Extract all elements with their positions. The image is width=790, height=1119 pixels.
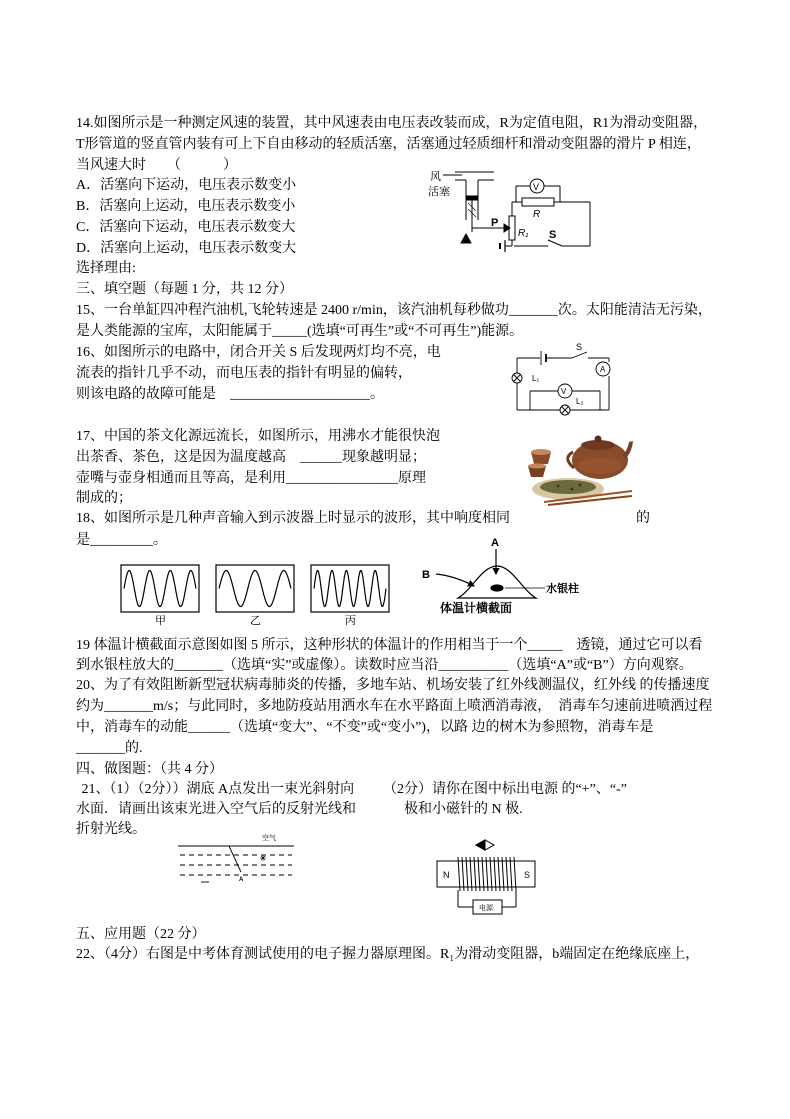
q16-line-1: 16、如图所示的电路中，闭合开关 S 后发现两灯均不亮，电 bbox=[76, 345, 441, 360]
q18-line-1: 18、如图所示是几种声音输入到示波器上时显示的波形，其中响度相同 的 bbox=[76, 511, 650, 526]
oscilloscope-waveforms-figure bbox=[121, 565, 389, 627]
q20-line-3: 中，消毒车的动能______（选填“变大”、“不变”或“变小”)，以路 边的树木为参照物，消毒车是 bbox=[76, 720, 654, 735]
coil-turn bbox=[462, 857, 464, 891]
section-4-title: 四、做图题：（共 4 分） bbox=[76, 762, 223, 777]
power-source-label: 电源 bbox=[479, 904, 493, 912]
q19-line-1: 19 体温计横截面示意图如图 5 所示，这种形状的体温计的作用相当于一个_____ 透镜，通过它可以看 bbox=[76, 638, 703, 653]
resistor-label: R bbox=[533, 209, 541, 220]
thermometer-cross-section-figure bbox=[422, 537, 579, 615]
lake-light-ray-figure bbox=[178, 833, 294, 883]
q19-line-2: 到水银柱放大的_______（选填“实”或虚像）。读数时应当沿__________（选填“A”或“B”）方向观察。 bbox=[76, 658, 693, 673]
coil-turn bbox=[458, 857, 460, 891]
q17-line-3: 壶嘴与壶身相通而且等高，是利用________________原理 bbox=[76, 471, 426, 486]
q20-line-4: _______的. bbox=[76, 741, 143, 756]
piston-label: 活塞 bbox=[428, 186, 450, 198]
q20-line-2: 约为_______m/s；与此同时，多地防疫站用洒水车在水平路面上喷洒消毒液， 消毒车匀速前进喷洒过程 bbox=[76, 699, 713, 714]
pivot-triangle bbox=[461, 234, 471, 243]
cross-section-caption: 体温计横截面 bbox=[440, 601, 513, 615]
coil-turn bbox=[502, 857, 504, 891]
lamp1-label: L₁ bbox=[532, 374, 540, 383]
coil-turn bbox=[510, 857, 512, 891]
solenoid-figure bbox=[437, 840, 535, 914]
fixed-resistor-r bbox=[522, 198, 554, 206]
coil-turn bbox=[470, 857, 472, 891]
rheostat-label: R₁ bbox=[518, 228, 529, 239]
waveform-label-bing: 丙 bbox=[345, 615, 356, 627]
waveform-bing bbox=[314, 571, 386, 607]
north-pole-label: N bbox=[443, 870, 450, 880]
q14-option-a: A．活塞向下运动，电压表示数变小 bbox=[76, 178, 297, 193]
coil-turn bbox=[466, 857, 468, 891]
wind-speed-device-figure bbox=[428, 170, 590, 252]
coil-turn bbox=[482, 857, 484, 891]
q14-option-c: C．活塞向下运动，电压表示数变大 bbox=[76, 220, 296, 235]
point-a-label: A bbox=[239, 877, 244, 883]
ammeter-label: A bbox=[600, 365, 606, 374]
q15-line-2: 是人类能源的宝库，太阳能属于_____(选填“可再生”或“不可再生”)能源。 bbox=[76, 324, 524, 339]
q20-line-1: 20、为了有效阻断新型冠状病毒肺炎的传播，多地车站、机场安装了红外线测温仪，红外线 的传播速度 bbox=[76, 678, 710, 693]
q14-stem-line-2: T形管道的竖直管内装有可上下自由移动的轻质活塞，活塞通过轻质细杆和滑动变阻器的滑片 P 相连， bbox=[76, 137, 701, 152]
q21-right-line-1: （2分）请你在图中标出电源 的“+”、“-” bbox=[383, 782, 627, 797]
lens-shape bbox=[458, 566, 536, 598]
coil-turn bbox=[490, 857, 492, 891]
waveform-label-jia: 甲 bbox=[155, 615, 166, 627]
q16-line-3: 则该电路的故障可能是 ____________________。 bbox=[76, 387, 384, 402]
wind-label: 风 bbox=[430, 171, 441, 183]
q16-line-2: 流表的指针几乎不动，而电压表的指针有明显的偏转， bbox=[76, 366, 412, 381]
coil-turn bbox=[494, 857, 496, 891]
south-pole-label: S bbox=[524, 870, 531, 880]
waveform-box-jia bbox=[121, 565, 199, 612]
coil-turn bbox=[506, 857, 508, 891]
q21-left-line-1: 21、（1）（2分））湖底 A点发出一束光斜射向 bbox=[78, 782, 355, 797]
coil-windings bbox=[458, 857, 516, 891]
q21-left-line-3: 折射光线。 bbox=[76, 822, 146, 837]
slider-label: P bbox=[491, 217, 499, 229]
switch-label: S bbox=[549, 229, 557, 241]
direction-a-label: A bbox=[491, 537, 499, 549]
mercury-column bbox=[491, 585, 503, 591]
q22-line-1: 22、（4分）右图是中考体育测试使用的电子握力器原理图。R₁为滑动变阻器，b端固定在绝缘底座上， bbox=[76, 947, 700, 962]
q14-stem-line-3: 当风速大时 （ ） bbox=[76, 158, 237, 173]
direction-b-arrow bbox=[436, 574, 474, 586]
direction-b-label: B bbox=[422, 569, 430, 581]
coil-turn bbox=[474, 857, 476, 891]
coil-turn bbox=[478, 857, 480, 891]
coil-turn bbox=[486, 857, 488, 891]
switch-s bbox=[572, 352, 587, 358]
q21-left-line-2: 水面．请画出该束光进入空气后的反射光线和 bbox=[76, 802, 356, 817]
waveform-yi bbox=[219, 571, 291, 607]
light-ray bbox=[229, 846, 241, 872]
q18-line-2: 是_________。 bbox=[76, 533, 167, 548]
mercury-label: 水银柱 bbox=[546, 583, 579, 595]
voltmeter-label: V bbox=[533, 182, 540, 192]
q14-stem-line-1: 14.如图所示是一种测定风速的装置，其中风速表由电压表改装而成，R为定值电阻，R1为滑动变阻器， bbox=[76, 116, 708, 131]
tea-set-illustration bbox=[528, 436, 633, 506]
coil-turn bbox=[498, 857, 500, 891]
fault-circuit-figure bbox=[512, 342, 610, 415]
q17-line-1: 17、中国的茶文化源远流长，如图所示，用沸水才能很快泡 bbox=[76, 429, 440, 444]
q17-line-4: 制成的； bbox=[76, 491, 132, 506]
lamp2-label: L₂ bbox=[576, 397, 584, 406]
piston bbox=[466, 196, 478, 200]
waveform-jia bbox=[124, 571, 196, 607]
q14-option-b: B．活塞向上运动，电压表示数变小 bbox=[76, 199, 296, 214]
q15-line-1: 15、一台单缸四冲程汽油机,飞轮转速是 2400 r/min，该汽油机每秒做功_______次。太阳能清洁无污染， bbox=[76, 303, 712, 318]
waveform-label-yi: 乙 bbox=[250, 615, 261, 627]
q21-right-line-2: 极和小磁针的 N 极. bbox=[404, 802, 523, 817]
section-3-title: 三、填空题（每题 1 分，共 12 分） bbox=[76, 282, 293, 297]
q14-reason: 选择理由: bbox=[76, 261, 136, 276]
voltmeter-label: V bbox=[561, 387, 567, 396]
switch-label: S bbox=[576, 342, 583, 352]
section-5-title: 五、应用题（22 分） bbox=[76, 927, 206, 942]
q14-option-d: D．活塞向上运动，电压表示数变大 bbox=[76, 241, 297, 256]
coil-turn bbox=[514, 857, 516, 891]
q17-line-2: 出茶香、茶色，这是因为温度越高 ______现象越明显； bbox=[76, 450, 426, 465]
air-label: 空气 bbox=[262, 834, 276, 842]
